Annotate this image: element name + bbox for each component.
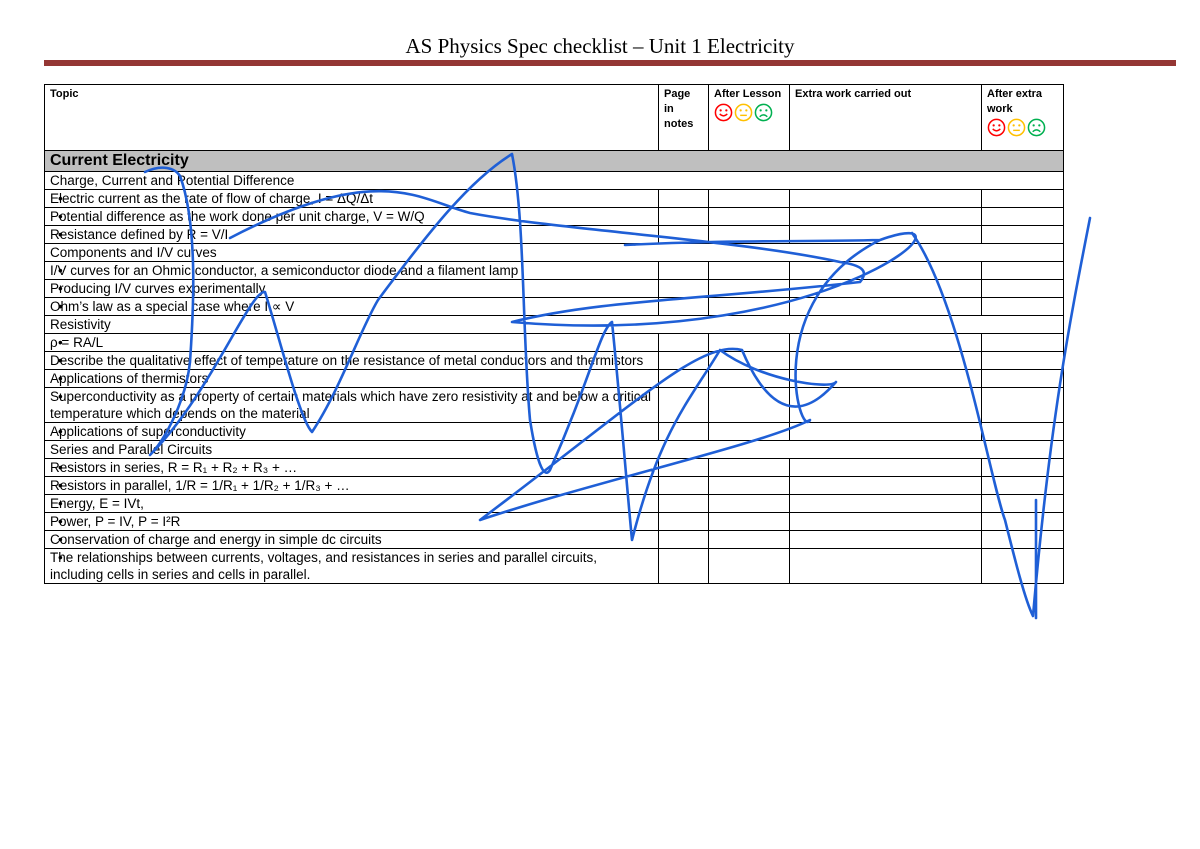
- header-after-lesson-label: After Lesson: [714, 88, 782, 100]
- after-lesson-faces: [714, 103, 784, 122]
- page-in-notes-cell[interactable]: [659, 459, 709, 477]
- topic-text: • Superconductivity as a property of certain materials which have zero resistivity at and below a critical temperature which depends on the material: [45, 388, 659, 423]
- subsection-heading: Components and I/V curves: [45, 244, 1064, 262]
- checklist-item-row: [45, 459, 1064, 477]
- header-after-extra-work: [982, 85, 1064, 151]
- extra-work-cell[interactable]: [790, 262, 982, 280]
- after-lesson-cell[interactable]: [709, 549, 790, 584]
- extra-work-cell[interactable]: [790, 280, 982, 298]
- checklist-item-row: [45, 280, 1064, 298]
- checklist-item-row: [45, 513, 1064, 531]
- section-row-current-electricity: [45, 151, 1064, 172]
- after-lesson-cell[interactable]: [709, 280, 790, 298]
- header-page-in-notes: Page in notes: [659, 85, 709, 151]
- extra-work-cell[interactable]: [790, 370, 982, 388]
- checklist-item-row: [45, 208, 1064, 226]
- page-title: AS Physics Spec checklist – Unit 1 Electricity: [405, 34, 795, 58]
- after-lesson-cell[interactable]: [709, 352, 790, 370]
- topic-text: • Resistors in parallel, 1/R = 1/R₁ + 1/R₂ + 1/R₃ + …: [45, 477, 659, 495]
- checklist-item-row: [45, 334, 1064, 352]
- page-in-notes-cell[interactable]: [659, 226, 709, 244]
- checklist-item-row: [45, 423, 1064, 441]
- extra-work-cell[interactable]: [790, 208, 982, 226]
- after-lesson-cell[interactable]: [709, 298, 790, 316]
- extra-work-cell[interactable]: [790, 459, 982, 477]
- extra-work-cell[interactable]: [790, 423, 982, 441]
- subsection-row-components-and-i-v-curves: [45, 244, 1064, 262]
- after-extra-work-cell[interactable]: [982, 370, 1064, 388]
- header-after-extra-label: After extra work: [987, 88, 1043, 115]
- topic-text: • Applications of thermistors: [45, 370, 659, 388]
- checklist-item-row: [45, 495, 1064, 513]
- checklist-item-row: [45, 477, 1064, 495]
- topic-text: • Conservation of charge and energy in simple dc circuits: [45, 531, 659, 549]
- happy-face-icon: [714, 103, 733, 122]
- subsection-heading: Series and Parallel Circuits: [45, 441, 1064, 459]
- checklist-item-row: [45, 549, 1064, 584]
- checklist-item-row: [45, 531, 1064, 549]
- extra-work-cell[interactable]: [790, 334, 982, 352]
- subsection-row-series-and-parallel-circuits: [45, 441, 1064, 459]
- after-extra-work-cell[interactable]: [982, 513, 1064, 531]
- after-extra-work-cell[interactable]: [982, 459, 1064, 477]
- after-lesson-cell[interactable]: [709, 190, 790, 208]
- page-in-notes-cell[interactable]: [659, 190, 709, 208]
- after-lesson-cell[interactable]: [709, 208, 790, 226]
- checklist-item-row: [45, 370, 1064, 388]
- spec-checklist-table: [44, 84, 1064, 584]
- checklist-item-row: [45, 226, 1064, 244]
- after-lesson-cell[interactable]: [709, 388, 790, 423]
- after-extra-work-cell[interactable]: [982, 477, 1064, 495]
- extra-work-cell[interactable]: [790, 298, 982, 316]
- checklist-item-row: [45, 388, 1064, 423]
- topic-text: • Ohm’s law as a special case where I ∝ V: [45, 298, 659, 316]
- after-extra-work-cell[interactable]: [982, 549, 1064, 584]
- topic-text: • I/V curves for an Ohmic conductor, a semiconductor diode and a filament lamp: [45, 262, 659, 280]
- page-in-notes-cell[interactable]: [659, 262, 709, 280]
- topic-text: • Describe the qualitative effect of temperature on the resistance of metal conductors and thermistors: [45, 352, 659, 370]
- after-extra-work-cell[interactable]: [982, 226, 1064, 244]
- page-in-notes-cell[interactable]: [659, 208, 709, 226]
- section-heading: Current Electricity: [45, 151, 1064, 172]
- extra-work-cell[interactable]: [790, 388, 982, 423]
- extra-work-cell[interactable]: [790, 477, 982, 495]
- page-in-notes-cell[interactable]: [659, 423, 709, 441]
- neutral-face-icon: [734, 103, 753, 122]
- page-in-notes-cell[interactable]: [659, 513, 709, 531]
- header-extra-work: Extra work carried out: [790, 85, 982, 151]
- checklist-body: [45, 151, 1064, 584]
- subsection-row-charge-current-and-potential-difference: [45, 172, 1064, 190]
- subsection-heading: Resistivity: [45, 316, 1064, 334]
- neutral-face-icon: [1007, 118, 1026, 137]
- page-in-notes-cell[interactable]: [659, 477, 709, 495]
- after-lesson-cell[interactable]: [709, 477, 790, 495]
- topic-text: • Electric current as the rate of flow of charge, I = ΔQ/Δt: [45, 190, 659, 208]
- page-in-notes-cell[interactable]: [659, 370, 709, 388]
- topic-text: • Power, P = IV, P = I²R: [45, 513, 659, 531]
- extra-work-cell[interactable]: [790, 226, 982, 244]
- page-in-notes-cell[interactable]: [659, 388, 709, 423]
- header-topic: Topic: [45, 85, 659, 151]
- subsection-row-resistivity: [45, 316, 1064, 334]
- header-after-lesson: [709, 85, 790, 151]
- after-extra-work-cell[interactable]: [982, 190, 1064, 208]
- after-extra-work-cell[interactable]: [982, 423, 1064, 441]
- page-in-notes-cell[interactable]: [659, 352, 709, 370]
- after-lesson-cell[interactable]: [709, 459, 790, 477]
- page-in-notes-cell[interactable]: [659, 549, 709, 584]
- topic-text: • The relationships between currents, voltages, and resistances in series and parallel circuits, including cells in series and cells in parallel.: [45, 549, 659, 584]
- topic-text: • Potential difference as the work done per unit charge, V = W/Q: [45, 208, 659, 226]
- after-extra-work-cell[interactable]: [982, 280, 1064, 298]
- title-rule: [44, 60, 1176, 66]
- happy-face-icon: [987, 118, 1006, 137]
- checklist-item-row: [45, 352, 1064, 370]
- checklist-item-row: [45, 298, 1064, 316]
- sad-face-icon: [1027, 118, 1046, 137]
- after-extra-faces: [987, 118, 1058, 137]
- topic-text: • Applications of superconductivity: [45, 423, 659, 441]
- extra-work-cell[interactable]: [790, 513, 982, 531]
- topic-text: • ρ = RA/L: [45, 334, 659, 352]
- after-extra-work-cell[interactable]: [982, 531, 1064, 549]
- subsection-heading: Charge, Current and Potential Difference: [45, 172, 1064, 190]
- checklist-item-row: [45, 190, 1064, 208]
- page-in-notes-cell[interactable]: [659, 334, 709, 352]
- after-lesson-cell[interactable]: [709, 370, 790, 388]
- after-extra-work-cell[interactable]: [982, 262, 1064, 280]
- extra-work-cell[interactable]: [790, 190, 982, 208]
- extra-work-cell[interactable]: [790, 549, 982, 584]
- checklist-item-row: [45, 262, 1064, 280]
- after-lesson-cell[interactable]: [709, 513, 790, 531]
- after-extra-work-cell[interactable]: [982, 334, 1064, 352]
- after-extra-work-cell[interactable]: [982, 208, 1064, 226]
- topic-text: • Producing I/V curves experimentally: [45, 280, 659, 298]
- after-lesson-cell[interactable]: [709, 423, 790, 441]
- after-lesson-cell[interactable]: [709, 495, 790, 513]
- page-in-notes-cell[interactable]: [659, 495, 709, 513]
- after-extra-work-cell[interactable]: [982, 352, 1064, 370]
- topic-text: • Energy, E = IVt,: [45, 495, 659, 513]
- topic-text: • Resistors in series, R = R₁ + R₂ + R₃ + …: [45, 459, 659, 477]
- after-extra-work-cell[interactable]: [982, 388, 1064, 423]
- header-row: [45, 85, 1064, 151]
- page-in-notes-cell[interactable]: [659, 298, 709, 316]
- sad-face-icon: [754, 103, 773, 122]
- after-lesson-cell[interactable]: [709, 262, 790, 280]
- extra-work-cell[interactable]: [790, 495, 982, 513]
- after-lesson-cell[interactable]: [709, 226, 790, 244]
- after-lesson-cell[interactable]: [709, 334, 790, 352]
- after-extra-work-cell[interactable]: [982, 495, 1064, 513]
- topic-text: • Resistance defined by R = V/I: [45, 226, 659, 244]
- after-extra-work-cell[interactable]: [982, 298, 1064, 316]
- after-lesson-cell[interactable]: [709, 531, 790, 549]
- extra-work-cell[interactable]: [790, 531, 982, 549]
- extra-work-cell[interactable]: [790, 352, 982, 370]
- page-in-notes-cell[interactable]: [659, 280, 709, 298]
- page-in-notes-cell[interactable]: [659, 531, 709, 549]
